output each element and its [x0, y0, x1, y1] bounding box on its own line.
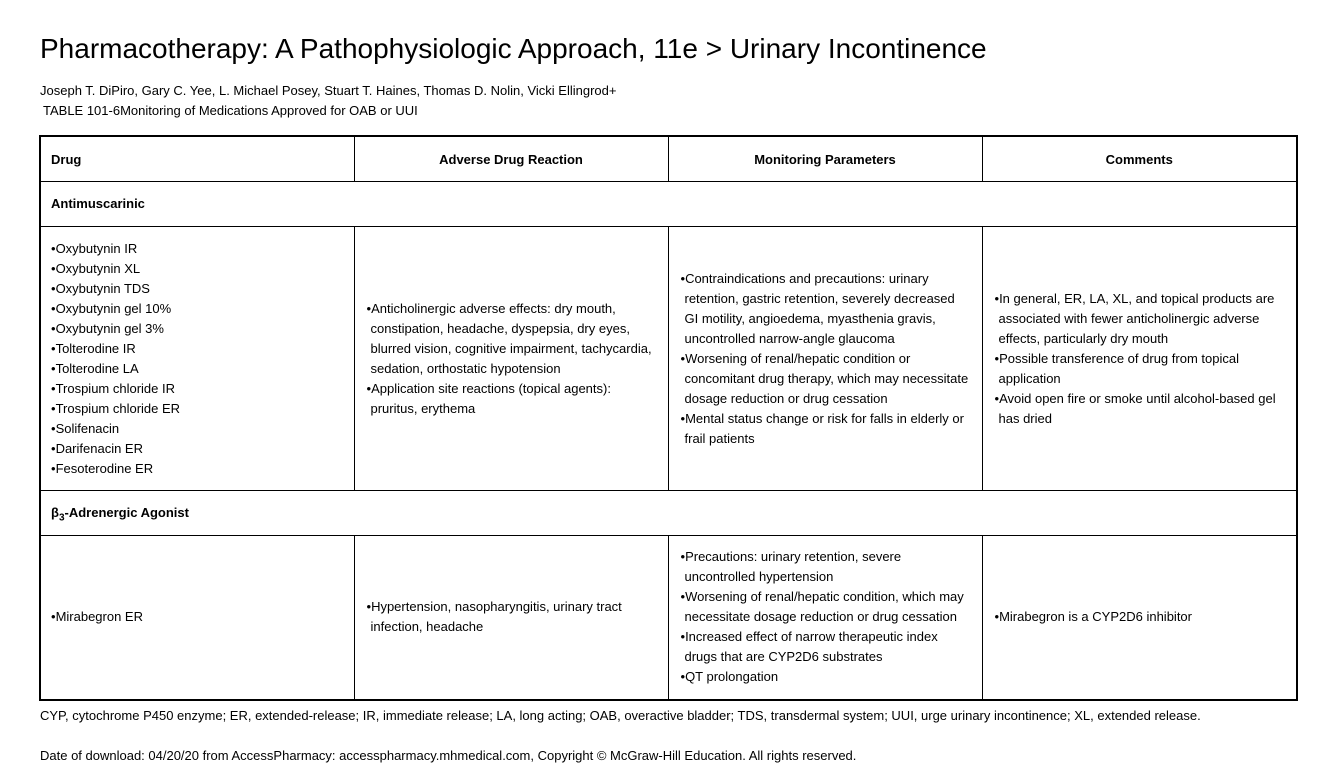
list-item: • Oxybutynin TDS	[51, 279, 342, 299]
list-item: • Mental status change or risk for falls in elderly or frail patients	[681, 409, 970, 449]
drug-cell	[40, 536, 354, 700]
list-item: • Hypertension, nasopharyngitis, urinary tract infection, headache	[367, 597, 656, 637]
list-item: • In general, ER, LA, XL, and topical products are associated with fewer anticholinergic adverse effects, particularly dry mouth	[995, 289, 1285, 349]
section-heading: Antimuscarinic	[40, 182, 1297, 227]
adverse-cell	[354, 227, 668, 491]
table-header-row	[40, 136, 1297, 182]
section-row-antimuscarinic	[40, 182, 1297, 227]
list-item: • Mirabegron is a CYP2D6 inhibitor	[995, 607, 1285, 627]
list-item: • QT prolongation	[681, 667, 970, 687]
author-list: Joseph T. DiPiro, Gary C. Yee, L. Michael Posey, Stuart T. Haines, Thomas D. Nolin, Vicki Ellingrod+	[40, 83, 617, 98]
list-item: • Anticholinergic adverse effects: dry mouth, constipation, headache, dyspepsia, dry eyes, blurred vision, cognitive impairment, tachycardia, sedation, orthostatic hypotension	[367, 299, 656, 379]
list-item: • Oxybutynin IR	[51, 239, 342, 259]
comments-cell	[982, 536, 1297, 700]
list-item: • Darifenacin ER	[51, 439, 342, 459]
comments-list	[995, 607, 1285, 627]
list-item: • Oxybutynin gel 3%	[51, 319, 342, 339]
monitoring-cell	[668, 227, 982, 491]
section-heading-subscript: 3	[58, 512, 65, 524]
list-item: • Tolterodine LA	[51, 359, 342, 379]
list-item: • Avoid open fire or smoke until alcohol-based gel has dried	[995, 389, 1285, 429]
list-item: • Oxybutynin XL	[51, 259, 342, 279]
monitoring-list	[681, 547, 970, 687]
comments-cell	[982, 227, 1297, 491]
list-item: • Worsening of renal/hepatic condition, which may necessitate dosage reduction or drug cessation	[681, 587, 970, 627]
list-item: • Worsening of renal/hepatic condition or concomitant drug therapy, which may necessitate dosage reduction or drug cessation	[681, 349, 970, 409]
table-row	[40, 227, 1297, 491]
comments-list	[995, 289, 1285, 429]
drug-list	[51, 239, 342, 479]
section-heading-suffix: -Adrenergic Agonist	[64, 505, 189, 520]
monitoring-cell	[668, 536, 982, 700]
column-header-adverse: Adverse Drug Reaction	[354, 136, 668, 182]
list-item: • Fesoterodine ER	[51, 459, 342, 479]
column-header-monitoring: Monitoring Parameters	[668, 136, 982, 182]
adverse-cell	[354, 536, 668, 700]
table-row	[40, 536, 1297, 700]
section-row-beta3	[40, 491, 1297, 536]
list-item: • Increased effect of narrow therapeutic index drugs that are CYP2D6 substrates	[681, 627, 970, 667]
monitoring-table	[39, 135, 1298, 701]
list-item: • Contraindications and precautions: urinary retention, gastric retention, severely decreased GI motility, angioedema, myasthenia gravis, uncontrolled narrow-angle glaucoma	[681, 269, 970, 349]
table-caption: TABLE 101-6Monitoring of Medications Approved for OAB or UUI	[43, 103, 418, 118]
drug-list	[51, 607, 342, 627]
list-item: • Solifenacin	[51, 419, 342, 439]
download-note: Date of download: 04/20/20 from AccessPharmacy: accesspharmacy.mhmedical.com, Copyright © McGraw-Hill Education. All rights reserved.	[40, 748, 857, 763]
drug-cell	[40, 227, 354, 491]
table-footnote: CYP, cytochrome P450 enzyme; ER, extended-release; IR, immediate release; LA, long acting; OAB, overactive bladder; TDS, transdermal system; UUI, urge urinary incontinence; XL, extended release.	[40, 708, 1201, 723]
adverse-list	[367, 299, 656, 419]
list-item: • Trospium chloride ER	[51, 399, 342, 419]
list-item: • Tolterodine IR	[51, 339, 342, 359]
list-item: • Trospium chloride IR	[51, 379, 342, 399]
section-heading-prefix: β	[51, 505, 59, 520]
list-item: • Possible transference of drug from topical application	[995, 349, 1285, 389]
column-header-drug: Drug	[40, 136, 354, 182]
adverse-list	[367, 597, 656, 637]
list-item: • Precautions: urinary retention, severe uncontrolled hypertension	[681, 547, 970, 587]
list-item: • Oxybutynin gel 10%	[51, 299, 342, 319]
page-title: Pharmacotherapy: A Pathophysiologic Approach, 11e > Urinary Incontinence	[40, 33, 987, 64]
column-header-comments: Comments	[982, 136, 1297, 182]
list-item: • Mirabegron ER	[51, 607, 342, 627]
monitoring-list	[681, 269, 970, 449]
list-item: • Application site reactions (topical agents): pruritus, erythema	[367, 379, 656, 419]
section-heading	[40, 491, 1297, 536]
